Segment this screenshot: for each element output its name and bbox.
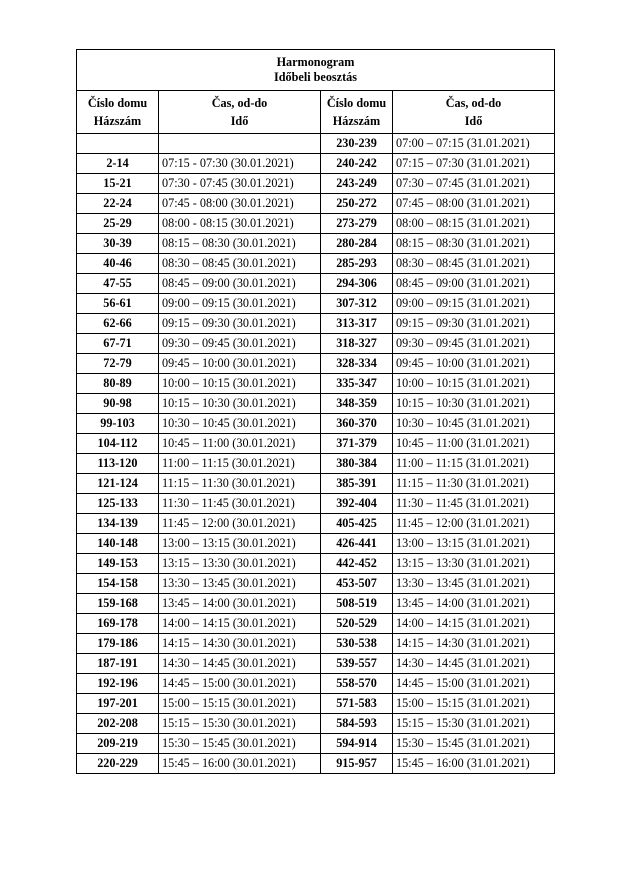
time-slot-right: 09:15 – 09:30 (31.01.2021): [393, 314, 555, 334]
time-slot-left: 11:00 – 11:15 (30.01.2021): [159, 454, 321, 474]
house-range-right: 328-334: [321, 354, 393, 374]
house-range-right: 348-359: [321, 394, 393, 414]
house-range-left: 202-208: [77, 714, 159, 734]
table-row: [77, 454, 555, 474]
time-slot-right: 10:30 – 10:45 (31.01.2021): [393, 414, 555, 434]
time-slot-left: 14:00 – 14:15 (30.01.2021): [159, 614, 321, 634]
table-row: [77, 194, 555, 214]
time-slot-left: 11:15 – 11:30 (30.01.2021): [159, 474, 321, 494]
time-slot-left: 09:30 – 09:45 (30.01.2021): [159, 334, 321, 354]
house-range-right: 294-306: [321, 274, 393, 294]
time-slot-right: 09:45 – 10:00 (31.01.2021): [393, 354, 555, 374]
time-slot-left: 09:45 – 10:00 (30.01.2021): [159, 354, 321, 374]
time-slot-right: 07:15 – 07:30 (31.01.2021): [393, 154, 555, 174]
table-row: [77, 654, 555, 674]
time-slot-right: 10:00 – 10:15 (31.01.2021): [393, 374, 555, 394]
time-slot-left: 13:45 – 14:00 (30.01.2021): [159, 594, 321, 614]
table-row: [77, 134, 555, 154]
header-time-sk-label: Čas, od-do: [445, 96, 502, 110]
house-range-right: 915-957: [321, 754, 393, 774]
time-slot-right: 14:00 – 14:15 (31.01.2021): [393, 614, 555, 634]
table-row: [77, 374, 555, 394]
house-range-left: 220-229: [77, 754, 159, 774]
house-range-right: 571-583: [321, 694, 393, 714]
time-slot-left: 08:45 – 09:00 (30.01.2021): [159, 274, 321, 294]
time-slot-left: 15:30 – 15:45 (30.01.2021): [159, 734, 321, 754]
table-row: [77, 414, 555, 434]
house-range-left: 192-196: [77, 674, 159, 694]
house-range-right: 285-293: [321, 254, 393, 274]
time-slot-right: 13:45 – 14:00 (31.01.2021): [393, 594, 555, 614]
time-slot-right: 10:15 – 10:30 (31.01.2021): [393, 394, 555, 414]
table-row: [77, 154, 555, 174]
table-row: [77, 674, 555, 694]
time-slot-right: 15:45 – 16:00 (31.01.2021): [393, 754, 555, 774]
table-row: [77, 354, 555, 374]
house-range-left: 22-24: [77, 194, 159, 214]
house-range-left: 104-112: [77, 434, 159, 454]
house-range-right: 426-441: [321, 534, 393, 554]
house-range-left: 159-168: [77, 594, 159, 614]
house-range-left: 56-61: [77, 294, 159, 314]
house-range-right: 392-404: [321, 494, 393, 514]
house-range-right: 250-272: [321, 194, 393, 214]
house-range-right: 307-312: [321, 294, 393, 314]
header-time-right: [393, 91, 555, 134]
table-row: [77, 694, 555, 714]
time-slot-left: 13:15 – 13:30 (30.01.2021): [159, 554, 321, 574]
house-range-right: 530-538: [321, 634, 393, 654]
table-row: [77, 574, 555, 594]
time-slot-right: 14:30 – 14:45 (31.01.2021): [393, 654, 555, 674]
house-range-left: 30-39: [77, 234, 159, 254]
header-row: [77, 91, 555, 134]
time-slot-left: 10:30 – 10:45 (30.01.2021): [159, 414, 321, 434]
house-range-left: 134-139: [77, 514, 159, 534]
house-range-right: 453-507: [321, 574, 393, 594]
time-slot-right: 07:00 – 07:15 (31.01.2021): [393, 134, 555, 154]
table-row: [77, 514, 555, 534]
house-range-left: 113-120: [77, 454, 159, 474]
house-range-right: 385-391: [321, 474, 393, 494]
time-slot-left: 15:15 – 15:30 (30.01.2021): [159, 714, 321, 734]
time-slot-left: 11:45 – 12:00 (30.01.2021): [159, 514, 321, 534]
house-range-left: 67-71: [77, 334, 159, 354]
house-range-right: 520-529: [321, 614, 393, 634]
time-slot-left: 14:15 – 14:30 (30.01.2021): [159, 634, 321, 654]
header-house-sk-label: Číslo domu: [87, 96, 148, 110]
header-time-left: [159, 91, 321, 134]
time-slot-left: 10:00 – 10:15 (30.01.2021): [159, 374, 321, 394]
house-range-right: 442-452: [321, 554, 393, 574]
time-slot-right: 08:00 – 08:15 (31.01.2021): [393, 214, 555, 234]
table-row: [77, 714, 555, 734]
house-range-left: 187-191: [77, 654, 159, 674]
time-slot-right: 14:45 – 15:00 (31.01.2021): [393, 674, 555, 694]
house-range-right: 240-242: [321, 154, 393, 174]
table-row: [77, 634, 555, 654]
time-slot-left: 07:45 - 08:00 (30.01.2021): [159, 194, 321, 214]
house-range-left: 62-66: [77, 314, 159, 334]
header-house-right: [321, 91, 393, 134]
table-row: [77, 314, 555, 334]
house-range-right: 558-570: [321, 674, 393, 694]
time-slot-right: 11:15 – 11:30 (31.01.2021): [393, 474, 555, 494]
house-range-right: 371-379: [321, 434, 393, 454]
time-slot-left: 08:15 – 08:30 (30.01.2021): [159, 234, 321, 254]
time-slot-right: 11:00 – 11:15 (31.01.2021): [393, 454, 555, 474]
table-row: [77, 254, 555, 274]
house-range-left: 15-21: [77, 174, 159, 194]
house-range-right: 273-279: [321, 214, 393, 234]
house-range-right: 360-370: [321, 414, 393, 434]
time-slot-left: 11:30 – 11:45 (30.01.2021): [159, 494, 321, 514]
house-range-left: 179-186: [77, 634, 159, 654]
time-slot-right: 09:30 – 09:45 (31.01.2021): [393, 334, 555, 354]
house-range-left: 140-148: [77, 534, 159, 554]
time-slot-left: [159, 134, 321, 154]
house-range-left: 2-14: [77, 154, 159, 174]
document-title: Harmonogram: [276, 55, 355, 69]
house-range-left: 154-158: [77, 574, 159, 594]
table-row: [77, 394, 555, 414]
house-range-right: 230-239: [321, 134, 393, 154]
house-range-left: 40-46: [77, 254, 159, 274]
table-row: [77, 294, 555, 314]
time-slot-left: 07:30 - 07:45 (30.01.2021): [159, 174, 321, 194]
house-range-right: 318-327: [321, 334, 393, 354]
time-slot-left: 08:30 – 08:45 (30.01.2021): [159, 254, 321, 274]
time-slot-left: 10:15 – 10:30 (30.01.2021): [159, 394, 321, 414]
time-slot-left: 07:15 - 07:30 (30.01.2021): [159, 154, 321, 174]
time-slot-right: 13:00 – 13:15 (31.01.2021): [393, 534, 555, 554]
house-range-left: 197-201: [77, 694, 159, 714]
header-time-hu-label: Idő: [464, 114, 483, 128]
header-time-sk-label: Čas, od-do: [211, 96, 268, 110]
time-slot-right: 15:15 – 15:30 (31.01.2021): [393, 714, 555, 734]
table-row: [77, 174, 555, 194]
table-row: [77, 434, 555, 454]
table-row: [77, 234, 555, 254]
time-slot-left: 15:00 – 15:15 (30.01.2021): [159, 694, 321, 714]
time-slot-left: 09:15 – 09:30 (30.01.2021): [159, 314, 321, 334]
house-range-right: 594-914: [321, 734, 393, 754]
table-row: [77, 754, 555, 774]
house-range-left: 125-133: [77, 494, 159, 514]
schedule-table: [76, 49, 555, 774]
time-slot-left: 13:30 – 13:45 (30.01.2021): [159, 574, 321, 594]
house-range-right: 584-593: [321, 714, 393, 734]
house-range-left: 25-29: [77, 214, 159, 234]
house-range-left: [77, 134, 159, 154]
time-slot-right: 15:00 – 15:15 (31.01.2021): [393, 694, 555, 714]
table-row: [77, 614, 555, 634]
house-range-right: 539-557: [321, 654, 393, 674]
table-row: [77, 214, 555, 234]
time-slot-left: 09:00 – 09:15 (30.01.2021): [159, 294, 321, 314]
table-row: [77, 554, 555, 574]
header-time-hu-label: Idő: [230, 114, 249, 128]
house-range-right: 243-249: [321, 174, 393, 194]
house-range-left: 209-219: [77, 734, 159, 754]
time-slot-right: 08:15 – 08:30 (31.01.2021): [393, 234, 555, 254]
table-row: [77, 494, 555, 514]
header-house-left: [77, 91, 159, 134]
table-row: [77, 594, 555, 614]
time-slot-left: 14:45 – 15:00 (30.01.2021): [159, 674, 321, 694]
table-row: [77, 274, 555, 294]
time-slot-right: 08:45 – 09:00 (31.01.2021): [393, 274, 555, 294]
time-slot-right: 15:30 – 15:45 (31.01.2021): [393, 734, 555, 754]
time-slot-left: 08:00 - 08:15 (30.01.2021): [159, 214, 321, 234]
time-slot-right: 07:45 – 08:00 (31.01.2021): [393, 194, 555, 214]
table-row: [77, 534, 555, 554]
table-row: [77, 474, 555, 494]
table-row: [77, 734, 555, 754]
time-slot-right: 07:30 – 07:45 (31.01.2021): [393, 174, 555, 194]
document-subtitle: Időbeli beosztás: [274, 70, 357, 84]
house-range-left: 47-55: [77, 274, 159, 294]
house-range-right: 405-425: [321, 514, 393, 534]
time-slot-right: 11:45 – 12:00 (31.01.2021): [393, 514, 555, 534]
house-range-left: 99-103: [77, 414, 159, 434]
title-row: [77, 50, 555, 91]
time-slot-right: 14:15 – 14:30 (31.01.2021): [393, 634, 555, 654]
time-slot-left: 10:45 – 11:00 (30.01.2021): [159, 434, 321, 454]
time-slot-right: 09:00 – 09:15 (31.01.2021): [393, 294, 555, 314]
time-slot-right: 13:30 – 13:45 (31.01.2021): [393, 574, 555, 594]
time-slot-right: 13:15 – 13:30 (31.01.2021): [393, 554, 555, 574]
house-range-left: 80-89: [77, 374, 159, 394]
house-range-right: 280-284: [321, 234, 393, 254]
house-range-right: 508-519: [321, 594, 393, 614]
table-row: [77, 334, 555, 354]
time-slot-left: 15:45 – 16:00 (30.01.2021): [159, 754, 321, 774]
house-range-left: 149-153: [77, 554, 159, 574]
time-slot-left: 14:30 – 14:45 (30.01.2021): [159, 654, 321, 674]
house-range-right: 313-317: [321, 314, 393, 334]
header-house-hu-label: Házszám: [93, 114, 142, 128]
header-house-hu-label: Házszám: [332, 114, 381, 128]
house-range-right: 380-384: [321, 454, 393, 474]
header-house-sk-label: Číslo domu: [326, 96, 387, 110]
time-slot-left: 13:00 – 13:15 (30.01.2021): [159, 534, 321, 554]
time-slot-right: 10:45 – 11:00 (31.01.2021): [393, 434, 555, 454]
time-slot-right: 11:30 – 11:45 (31.01.2021): [393, 494, 555, 514]
house-range-left: 169-178: [77, 614, 159, 634]
house-range-left: 72-79: [77, 354, 159, 374]
time-slot-right: 08:30 – 08:45 (31.01.2021): [393, 254, 555, 274]
house-range-right: 335-347: [321, 374, 393, 394]
title-cell: [77, 50, 555, 91]
house-range-left: 90-98: [77, 394, 159, 414]
house-range-left: 121-124: [77, 474, 159, 494]
